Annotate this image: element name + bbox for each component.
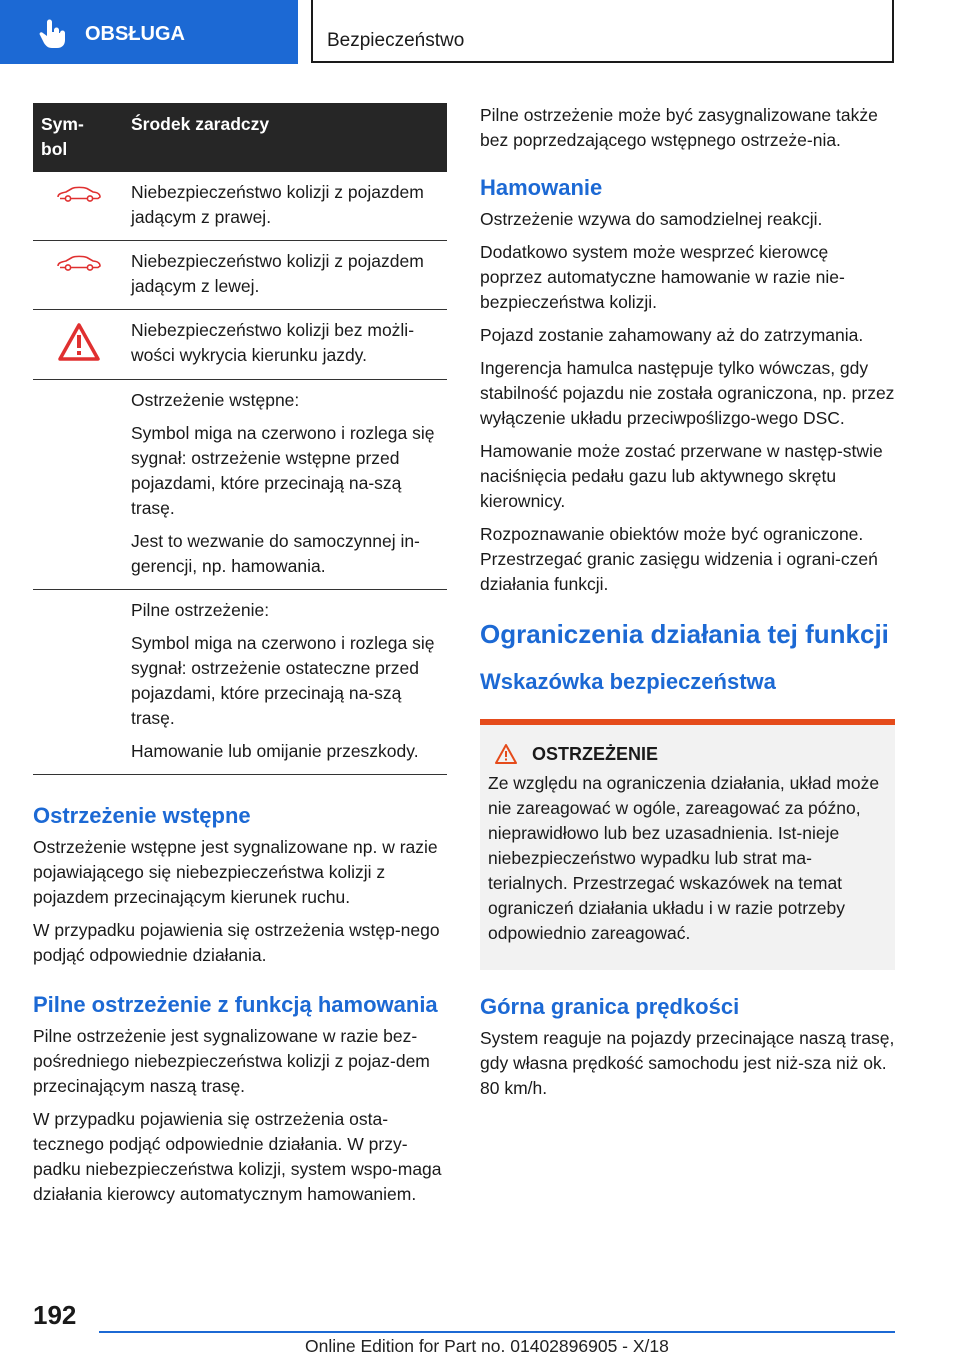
chapter-tab[interactable] [311, 0, 894, 63]
page-number: 192 [33, 1300, 77, 1330]
left-column [33, 103, 447, 1215]
heading-safety-note: Wskazówka bezpieczeństwa [480, 669, 776, 694]
section-tab[interactable] [0, 0, 298, 64]
hand-pointer-icon [38, 19, 66, 49]
paragraph: Rozpoznawanie obiektów może być ograniczone. Przestrzegać granic zasięgu widzenia i ograni-czeń działania funkcji. [480, 524, 878, 594]
table-row [33, 590, 447, 775]
table-row [33, 172, 447, 241]
table-row [33, 310, 447, 380]
heading-function-limits: Ograniczenia działania tej funkcji [480, 619, 889, 649]
chapter-label: Bezpieczeństwo [327, 30, 465, 51]
right-column [480, 103, 895, 1109]
table-cell-text: Symbol miga na czerwono i rozlega się sygnał: ostrzeżenie ostateczne przed pojazdami, które przecinają na-szą trasę. [131, 633, 435, 728]
heading-braking: Hamowanie [480, 175, 603, 200]
car-icon [56, 255, 102, 271]
paragraph: Ostrzeżenie wzywa do samodzielnej reakcji. [480, 209, 823, 229]
warning-title: OSTRZEŻENIE [532, 743, 659, 764]
symbol-table [33, 103, 447, 775]
table-cell-text: Pilne ostrzeżenie: [131, 600, 270, 620]
section-label: OBSŁUGA [85, 23, 185, 45]
paragraph: Pojazd zostanie zahamowany aż do zatrzymania. [480, 325, 864, 345]
paragraph: Pilne ostrzeżenie jest sygnalizowane w razie bez-pośredniego niebezpieczeństwa kolizji z pojaz-dem przecinającym naszą trasę. [33, 1026, 430, 1096]
car-icon [56, 186, 102, 202]
table-cell-text: Niebezpieczeństwo kolizji z pojazdem jadącym z prawej. [131, 182, 424, 227]
table-cell-text: Niebezpieczeństwo kolizji bez możli-wości wykrycia kierunku jazdy. [131, 320, 415, 365]
table-cell-text: Jest to wezwanie do samoczynnej in-gerencji, np. hamowania. [131, 531, 420, 576]
paragraph: Ingerencja hamulca następuje tylko wówczas, gdy stabilność pojazdu nie została ograniczona, np. przez wyłączenie układu przeciwpoślizgo-wego DSC. [480, 358, 895, 428]
paragraph: Hamowanie może zostać przerwane w następ-stwie naciśnięcia pedału gazu lub aktywnego skrętu kierownicy. [480, 441, 883, 511]
table-header-measure: Środek zaradczy [123, 103, 447, 172]
warning-triangle-icon [57, 322, 101, 362]
table-header-row [33, 103, 447, 172]
heading-pre-warning: Ostrzeżenie wstępne [33, 803, 251, 828]
edition-text: Online Edition for Part no. 01402896905 - X/18 [305, 1336, 669, 1356]
table-cell-text: Hamowanie lub omijanie przeszkody. [131, 741, 419, 761]
paragraph: Dodatkowo system może wesprzeć kierowcę poprzez automatyczne hamowanie w razie nie-bezpieczeństwa kolizji. [480, 242, 845, 312]
table-header-symbol: Sym- bol [33, 103, 123, 172]
heading-speed-limit: Górna granica prędkości [480, 994, 740, 1019]
table-cell-text: Ostrzeżenie wstępne: [131, 390, 300, 410]
paragraph: W przypadku pojawienia się ostrzeżenia wstęp-nego podjąć odpowiednie działania. [33, 920, 440, 965]
paragraph: Ostrzeżenie wstępne jest sygnalizowane np. w razie pojawiającego się niebezpieczeństwa kolizji z pojazdem przecinającym kierunek ruchu. [33, 837, 438, 907]
warning-text: Ze względu na ograniczenia działania, układ może nie zareagować w ogóle, zareagować za późno, nieprawidłowo lub bez uzasadnienia. Ist-nieje niebezpieczeństwo wypadku lub strat ma-terialnych. Przestrzegać wskazówek na temat ograniczeń działania układu i w razie potrzeby odpowiednio zareagować. [488, 773, 880, 943]
table-row [33, 380, 447, 590]
paragraph: System reaguje na pojazdy przecinające naszą trasę, gdy własna prędkość samochodu jest niż-sza niż ok. 80 km/h. [480, 1028, 895, 1098]
table-row [33, 241, 447, 310]
table-cell-text: Symbol miga na czerwono i rozlega się sygnał: ostrzeżenie wstępne przed pojazdami, które przecinają na-szą trasę. [131, 423, 435, 518]
footer-divider [99, 1331, 895, 1333]
warning-triangle-icon [494, 743, 518, 765]
table-cell-text: Niebezpieczeństwo kolizji z pojazdem jadącym z lewej. [131, 251, 424, 296]
paragraph: W przypadku pojawienia się ostrzeżenia osta-tecznego podjąć odpowiednie działania. W przy-padku niebezpieczeństwa kolizji, system wspo-maga działania kierowcy automatycznym hamowaniem. [33, 1109, 442, 1204]
heading-urgent-warning: Pilne ostrzeżenie z funkcją hamowania [33, 992, 438, 1017]
warning-title-row [488, 743, 885, 765]
paragraph: Pilne ostrzeżenie może być zasygnalizowane także bez poprzedzającego wstępnego ostrzeże-nia. [480, 105, 878, 150]
warning-box [480, 719, 895, 970]
